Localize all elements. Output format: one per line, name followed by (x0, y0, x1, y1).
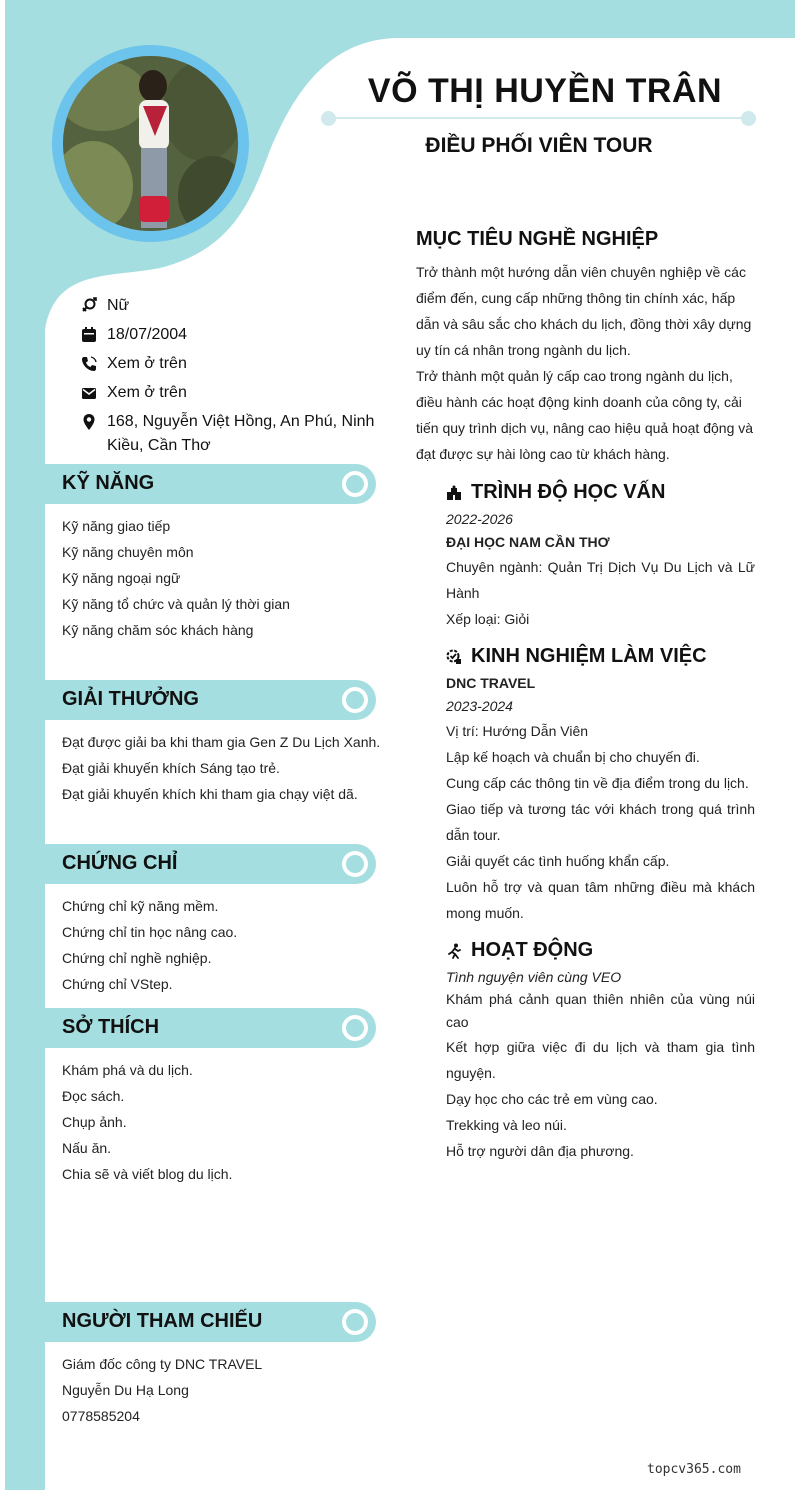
list-item: Chứng chỉ tin học nâng cao. (62, 924, 238, 940)
references-header (45, 1302, 376, 1342)
list-item: Đạt giải khuyến khích khi tham gia chạy việt dã. (62, 786, 358, 802)
gender-icon (80, 297, 98, 315)
references-list (62, 1351, 382, 1429)
list-item: 0778585204 (62, 1408, 140, 1424)
footer-site: topcv365.com (647, 1462, 741, 1477)
activities-role (446, 965, 755, 989)
list-item: Kỹ năng ngoại ngữ (62, 570, 181, 586)
awards-header (45, 680, 376, 720)
education-period-text: 2022-2026 (446, 511, 513, 527)
heart-icon (342, 1015, 368, 1041)
activities-role-text: Tình nguyện viên cùng VEO (446, 969, 622, 985)
list-item: Đọc sách. (62, 1088, 125, 1104)
skills-list (62, 513, 382, 643)
objective-title: MỤC TIÊU NGHỀ NGHIỆP (416, 228, 659, 250)
people-icon (342, 1309, 368, 1335)
list-item: Chứng chỉ nghề nghiệp. (62, 950, 212, 966)
mail-icon (80, 384, 98, 402)
experience-icon (446, 649, 462, 665)
list-item: Nguyễn Du Hạ Long (62, 1382, 189, 1398)
list-item: Cung cấp các thông tin về địa điểm trong du lịch. (446, 775, 749, 791)
contact-gender (80, 294, 380, 318)
list-item: Chứng chỉ kỹ năng mềm. (62, 898, 219, 914)
experience-list (446, 718, 755, 926)
skills-title: KỸ NĂNG (62, 472, 155, 494)
skills-header (45, 464, 376, 504)
references-title: NGƯỜI THAM CHIẾU (62, 1310, 263, 1332)
experience-header (446, 645, 707, 668)
contact-phone (80, 352, 380, 376)
education-title: TRÌNH ĐỘ HỌC VẤN (471, 481, 666, 503)
hobbies-title: SỞ THÍCH (62, 1016, 160, 1038)
trophy-icon (342, 687, 368, 713)
list-item: Khám phá cảnh quan thiên nhiên của vùng núi cao (446, 991, 755, 1030)
birthdate-value: 18/07/2004 (107, 326, 188, 343)
list-item: Chụp ảnh. (62, 1114, 127, 1130)
avatar (63, 56, 238, 231)
list-item: Giải quyết các tình huống khẩn cấp. (446, 853, 670, 869)
activity-icon (446, 943, 462, 959)
objective-line: uy tín cá nhân trong ngành du lịch. (416, 342, 631, 358)
hobbies-list (62, 1057, 382, 1187)
education-header (446, 481, 665, 504)
certificates-list (62, 893, 382, 997)
objective-line: Trở thành một hướng dẫn viên chuyên nghiệp về các (416, 264, 746, 280)
skills-icon (342, 471, 368, 497)
phone-value: Xem ở trên (107, 355, 187, 372)
phone-icon (80, 355, 98, 373)
certificate-icon (342, 851, 368, 877)
experience-title: KINH NGHIỆM LÀM VIỆC (471, 645, 707, 667)
divider-dot-left (321, 111, 336, 126)
experience-period-text: 2023-2024 (446, 698, 513, 714)
education-school: ĐẠI HỌC NAM CẦN THƠ (446, 534, 610, 550)
address-line-1: 168, Nguyễn Việt Hồng, An Phú, Ninh (107, 413, 375, 430)
candidate-name: VÕ THỊ HUYỀN TRÂN (367, 72, 723, 110)
list-item: Chia sẽ và viết blog du lịch. (62, 1166, 233, 1182)
divider-dot-right (741, 111, 756, 126)
education-icon (446, 485, 462, 501)
list-item: Khám phá và du lịch. (62, 1062, 193, 1078)
calendar-icon (80, 326, 98, 344)
objective-line: Trở thành một quản lý cấp cao trong ngành du lịch, (416, 368, 733, 384)
objective-line: đạt được sự hài lòng cao từ khách hàng. (416, 446, 670, 462)
certificates-title: CHỨNG CHỈ (62, 852, 178, 874)
awards-title: GIẢI THƯỞNG (62, 688, 199, 710)
list-item: Kỹ năng chuyên môn (62, 544, 194, 560)
contact-email (80, 381, 380, 405)
list-item: Kỹ năng chăm sóc khách hàng (62, 622, 254, 638)
email-value: Xem ở trên (107, 384, 187, 401)
objective-line: tiến quy trình dịch vụ, nâng cao hiệu quả hoạt động và (416, 420, 754, 436)
objective-text (416, 259, 756, 467)
list-item: Kỹ năng giao tiếp (62, 518, 171, 534)
list-item: Giao tiếp và tương tác với khách trong quá trình dẫn tour. (446, 801, 755, 843)
objective-line: điểm đến, cung cấp những thông tin chính xác, hấp (416, 290, 736, 306)
activities-title: HOẠT ĐỘNG (471, 939, 594, 961)
objective-line: điều hành các hoạt động kinh doanh của công ty, cải (416, 394, 742, 410)
address-line-2: Kiều, Cần Thơ (107, 437, 211, 454)
list-item: Giám đốc công ty DNC TRAVEL (62, 1356, 263, 1372)
awards-list (62, 729, 382, 807)
list-item: Luôn hỗ trợ và quan tâm những điều mà khách mong muốn. (446, 879, 755, 921)
list-item: Kết hợp giữa việc đi du lịch và tham gia tình nguyện. (446, 1039, 755, 1081)
certificates-header (45, 844, 376, 884)
education-major: Chuyên ngành: Quản Trị Dịch Vụ Du Lịch và Lữ Hành (446, 559, 755, 601)
list-item: Dạy học cho các trẻ em vùng cao. (446, 1091, 658, 1107)
job-title: ĐIỀU PHỐI VIÊN TOUR (425, 134, 653, 157)
location-icon (80, 413, 98, 431)
experience-company: DNC TRAVEL (446, 675, 536, 691)
experience-period (446, 694, 755, 718)
list-item: Trekking và leo núi. (446, 1117, 567, 1133)
activities-list (446, 988, 755, 1164)
contact-address (80, 410, 380, 458)
list-item: Đạt được giải ba khi tham gia Gen Z Du Lịch Xanh. (62, 734, 381, 750)
list-item: Chứng chỉ VStep. (62, 976, 173, 992)
contact-birthdate (80, 323, 380, 347)
list-item: Đạt giải khuyến khích Sáng tạo trẻ. (62, 760, 280, 776)
list-item: Hỗ trợ người dân địa phương. (446, 1143, 634, 1159)
list-item: Nấu ăn. (62, 1140, 112, 1156)
objective-line: dẫn và sâu sắc cho khách du lịch, đồng thời xây dựng (416, 316, 752, 332)
list-item: Kỹ năng tổ chức và quản lý thời gian (62, 596, 290, 612)
hobbies-header (45, 1008, 376, 1048)
gender-value: Nữ (107, 297, 130, 314)
education-rank: Xếp loại: Giỏi (446, 611, 530, 627)
activities-header (446, 939, 593, 962)
title-divider (328, 117, 748, 119)
education-period (446, 507, 755, 531)
list-item: Lập kế hoạch và chuẩn bị cho chuyến đi. (446, 749, 700, 765)
list-item: Vị trí: Hướng Dẫn Viên (446, 723, 589, 739)
